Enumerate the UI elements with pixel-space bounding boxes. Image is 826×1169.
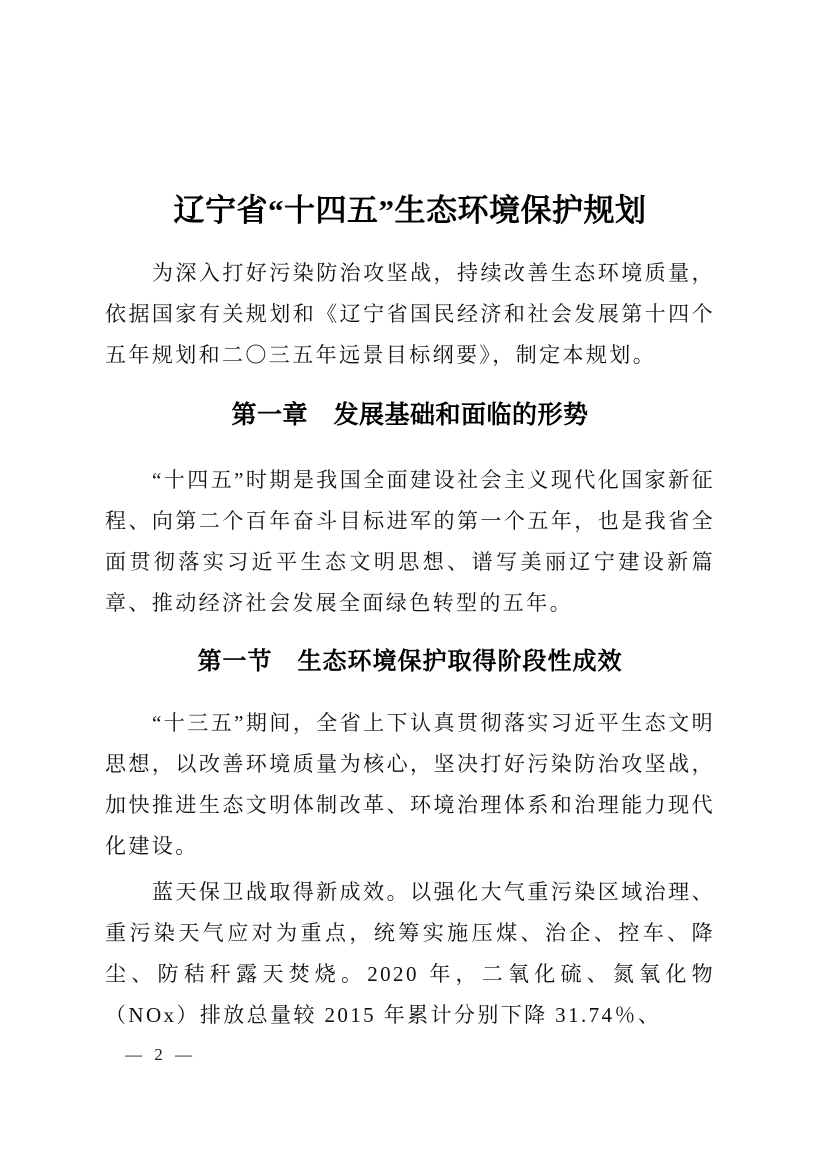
section-paragraph-2: 蓝天保卫战取得新成效。以强化大气重污染区域治理、重污染天气应对为重点，统筹实施压煤、治企、控车、降尘、防秸秆露天焚烧。2020 年，二氧化硫、氮氧化物（NOx）排放总量较 2015 年累计分别下降 31.74％、 [105,880,715,1027]
intro-paragraph: 为深入打好污染防治攻坚战，持续改善生态环境质量，依据国家有关规划和《辽宁省国民经济和社会发展第十四个五年规划和二〇三五年远景目标纲要》，制定本规划。 [105,261,715,367]
document-title: 辽宁省“十四五”生态环境保护规划 [173,193,647,228]
page-number: — 2 — [125,1045,196,1064]
chapter-heading: 第一章 发展基础和面临的形势 [231,402,589,429]
chapter-paragraph: “十四五”时期是我国全面建设社会主义现代化国家新征程、向第二个百年奋斗目标进军的第一个五年，也是我省全面贯彻落实习近平生态文明思想、谱写美丽辽宁建设新篇章、推动经济社会发展全面绿色转型的五年。 [105,468,715,615]
section-heading: 第一节 生态环境保护取得阶段性成效 [197,648,623,675]
section-paragraph-1: “十三五”期间，全省上下认真贯彻落实习近平生态文明思想，以改善环境质量为核心，坚决打好污染防治攻坚战，加快推进生态文明体制改革、环境治理体系和治理能力现代化建设。 [105,711,715,858]
